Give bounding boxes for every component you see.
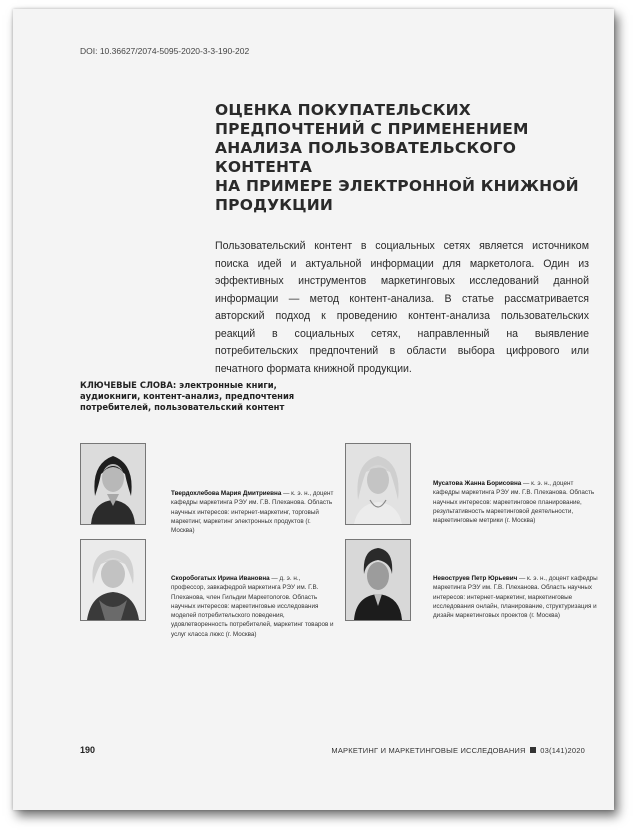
journal-footer <box>331 746 585 755</box>
title-line: ПРОДУКЦИИ <box>215 196 334 214</box>
author-info <box>171 574 336 639</box>
author-photo <box>345 539 411 621</box>
author-info <box>433 479 598 525</box>
square-bullet-icon <box>530 747 536 753</box>
journal-name: МАРКЕТИНГ И МАРКЕТИНГОВЫЕ ИССЛЕДОВАНИЯ <box>331 746 526 755</box>
author-photo <box>80 443 146 525</box>
author-bio: — к. э. н., доцент кафедры маркетинга РЭУ им. Г.В. Плеханова. Область научных интересов: интернет-маркетинг, маркетинговые исследования онлайн, планирование, структуризация и дизайн маркетинговых проектов (г. Москва) <box>433 575 598 620</box>
author-bio: — к. э. н., доцент кафедры маркетинга РЭУ им. Г.В. Плеханова. Область научных интересов: маркетинговое планирование, результативность маркетинговой деятельности, маркетинговые метрики (г. Москва) <box>433 480 595 525</box>
portrait-woman-dark-hair <box>81 444 145 524</box>
portrait-woman-light-hair <box>81 540 145 620</box>
keywords-label: КЛЮЧЕВЫЕ СЛОВА: <box>80 380 177 390</box>
title-line: ОЦЕНКА ПОКУПАТЕЛЬСКИХ <box>215 101 471 119</box>
author-photo <box>345 443 411 525</box>
author-info <box>433 574 598 620</box>
title-line: ПРЕДПОЧТЕНИЙ С ПРИМЕНЕНИЕМ <box>215 120 529 138</box>
abstract: Пользовательский контент в социальных сетях является источником поиска идей и актуальной информации для маркетолога. Один из эффективных инструментов маркетинговых исследований данной информации — метод контент-анализа. В статье рассматривается авторский подход к проведению контент-анализа пользовательских реакций в социальных сетях, направленный на выявление потребительских предпочтений в области выбора цифрового или печатного формата книжной продукции. <box>215 240 589 375</box>
author-name: Скоробогатых Ирина Ивановна <box>171 575 270 582</box>
author-info <box>171 489 336 535</box>
author-bio: — к. э. н., доцент кафедры маркетинга РЭУ им. Г.В. Плеханова. Область научных интересов: интернет-маркетинг, торговый маркетинг, маркетинг электронных продуктов (г. Москва) <box>171 490 334 535</box>
portrait-man <box>346 540 410 620</box>
journal-issue: 03(141)2020 <box>540 746 585 755</box>
article-title <box>215 101 585 215</box>
author-name: Твердохлебова Мария Дмитриевна <box>171 490 282 497</box>
doi: DOI: 10.36627/2074-5095-2020-3-3-190-202 <box>80 46 250 56</box>
title-line: АНАЛИЗА ПОЛЬЗОВАТЕЛЬСКОГО КОНТЕНТА <box>215 139 517 176</box>
author-name: Мусатова Жанна Борисовна <box>433 480 522 487</box>
journal-page <box>13 9 614 810</box>
author-name: Невоструев Петр Юрьевич <box>433 575 518 582</box>
keywords <box>80 380 330 413</box>
portrait-woman-blonde <box>346 444 410 524</box>
title-line: НА ПРИМЕРЕ ЭЛЕКТРОННОЙ КНИЖНОЙ <box>215 177 579 195</box>
author-bio: — д. э. н., профессор, завкафедрой маркетинга РЭУ им. Г.В. Плеханова, член Гильдии Маркетологов. Область научных интересов: маркетинговые исследования моделей потребительского поведения, удовлетворенность потребителей, маркетинг товаров и услуг класса люкс (г. Москва) <box>171 575 334 638</box>
keywords-text: электронные книги, аудиокниги, контент-анализ, предпочтения потребителей, пользовательский контент <box>80 380 295 412</box>
page-number: 190 <box>80 745 96 755</box>
author-photo <box>80 539 146 621</box>
